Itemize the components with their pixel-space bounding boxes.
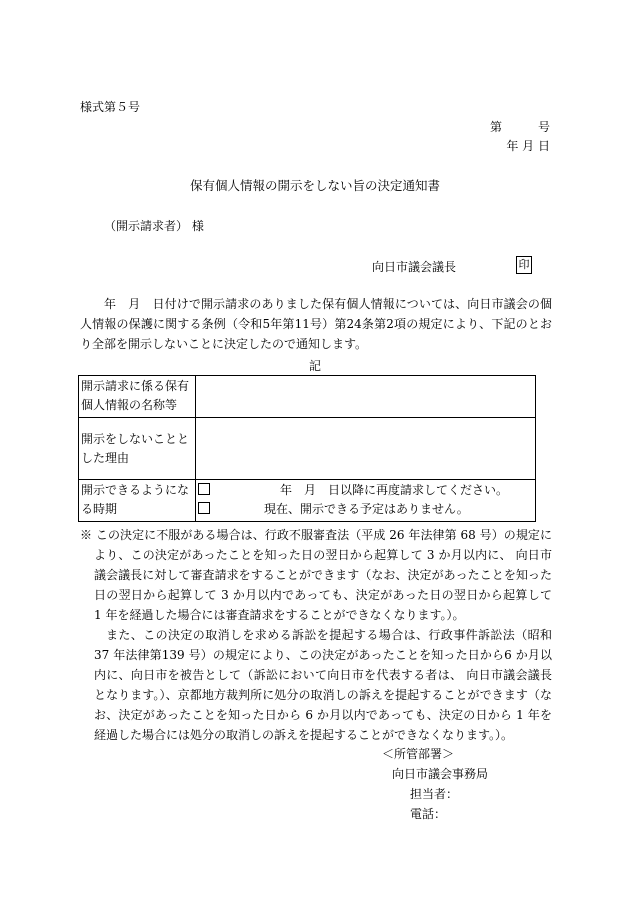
table-row <box>79 480 536 522</box>
addressee: （開示請求者） 様 <box>104 219 204 233</box>
row-label-reason: 開示をしないこととした理由 <box>79 418 196 480</box>
option-rerequest[interactable] <box>198 481 533 500</box>
checkbox-icon[interactable] <box>198 483 210 495</box>
note-appeal: ※ この決定に不服がある場合は、行政不服審査法（平成 26 年法律第 68 号）の規定により、この決定があったことを知った日の翌日から起算して 3 か月以内に、 向日市議会議長に対して審査請求をすることができます（なお、決定があったことを知った日の翌日から起算して 3 か月以内であっても、決定があった日の翌日から起算して 1 年を経過した場合には審査請求をすることができなくなります。）。 <box>80 528 552 622</box>
row-value-reason[interactable] <box>196 418 536 480</box>
form-number: 様式第５号 <box>80 100 141 114</box>
document-title: 保有個人情報の開示をしない旨の決定通知書 <box>189 178 440 193</box>
table-row <box>79 418 536 480</box>
document-date: 年 月 日 <box>506 139 550 153</box>
option-no-plan-label: 現在、開示できる予定はありません。 <box>264 502 469 516</box>
department-name: 向日市議会事務局 <box>392 767 489 781</box>
document-number: 第 号 <box>489 120 550 134</box>
ki-heading: 記 <box>308 359 321 373</box>
body-paragraph: 年 月 日付けで開示請求のありました保有個人情報については、向日市議会の個人情報の保護に関する条例（令和5年第11号）第24条第2項の規定により、下記のとおり全部を開示しないことに決定したので通知します。 <box>80 297 552 351</box>
department-heading: ＜所管部署＞ <box>382 747 455 761</box>
notes-section <box>80 525 552 745</box>
option-no-plan[interactable] <box>198 500 533 519</box>
contact-person: 担当者： <box>410 787 459 801</box>
row-label-info-name: 開示請求に係る保有個人情報の名称等 <box>79 376 196 418</box>
contact-block <box>382 744 488 824</box>
disclosure-options <box>196 480 536 522</box>
table-row <box>79 376 536 418</box>
decision-table <box>78 375 536 522</box>
row-value-info-name[interactable] <box>196 376 536 418</box>
note-lawsuit: また、この決定の取消しを求める訴訟を提起する場合は、行政事件訴訟法（昭和 37 年法律第139 号）の規定により、この決定があったことを知った日から6 か月以内に、向日市を被告として（訴訟において向日市を代表する者は、 向日市議会議長 となります。）、京都地方裁判所に処分の取消しの訴えを提起することができます（なお、決定があったことを知った日から 6 か月以内であっても、決定の日から 1 年を経過した場合には処分の取消しの訴えを提起することができなくなります。）。 <box>94 628 552 742</box>
row-label-disclosure-time: 開示できるようになる時期 <box>79 480 196 522</box>
checkbox-icon[interactable] <box>198 502 210 514</box>
option-rerequest-label: 年 月 日以降に再度請求してください。 <box>280 483 509 497</box>
sender-name: 向日市議会議長 <box>372 260 457 274</box>
seal-mark: 印 <box>516 256 532 274</box>
contact-phone: 電話： <box>410 807 447 821</box>
